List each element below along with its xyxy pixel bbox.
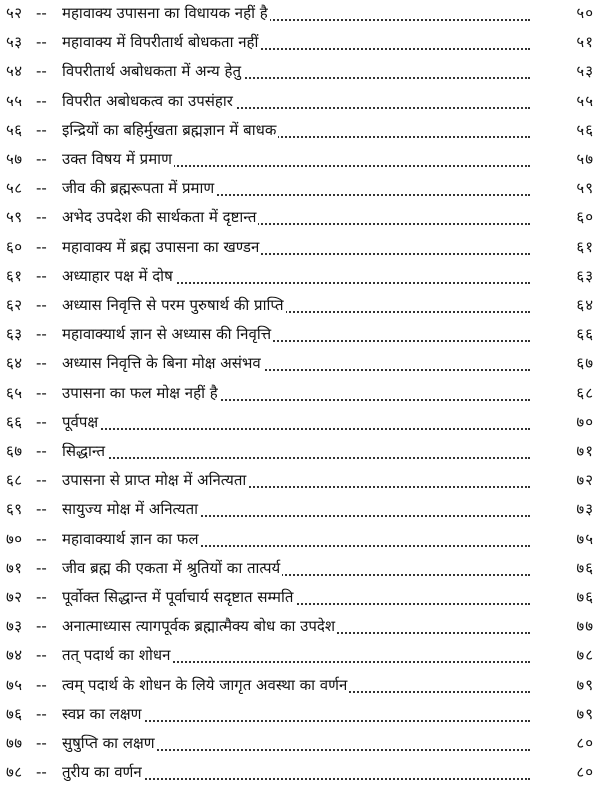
- toc-entry-title: महावाक्य में ब्रह्म उपासना का खण्डन: [62, 234, 261, 261]
- toc-entry-separator: --: [36, 646, 47, 665]
- toc-entry-page-number: ७९: [576, 704, 594, 723]
- toc-entry-number: ५२: [6, 4, 23, 22]
- toc-entry-title: जीव ब्रह्म की एकता में श्रुतियों का तात्पर्य: [62, 555, 282, 582]
- toc-entry-separator: --: [36, 442, 47, 460]
- dot-leader: [62, 428, 530, 430]
- toc-entry-page-number: ७६: [576, 588, 594, 606]
- toc-row: [0, 730, 600, 757]
- toc-entry-separator: --: [36, 354, 47, 373]
- toc-entry-number: ६३: [6, 325, 23, 344]
- toc-row: [0, 58, 600, 85]
- toc-row: [0, 146, 600, 173]
- toc-row: [0, 496, 600, 523]
- toc-entry-page-number: ७३: [576, 500, 594, 519]
- toc-entry-separator: --: [36, 588, 47, 606]
- toc-entry-separator: --: [36, 208, 47, 227]
- toc-entry-title: इन्द्रियों का बहिर्मुखता ब्रह्मज्ञान में बाधक: [62, 117, 278, 144]
- toc-entry-page-number: ७८: [576, 646, 594, 665]
- toc-row: [0, 526, 600, 553]
- toc-row: [0, 0, 600, 27]
- toc-row: [0, 204, 600, 231]
- toc-row: [0, 234, 600, 261]
- toc-entry-page-number: ५५: [576, 91, 594, 110]
- toc-entry-number: ७८: [6, 763, 23, 782]
- dot-leader: [62, 457, 530, 459]
- toc-entry-page-number: ५०: [576, 4, 594, 22]
- toc-entry-title: स्वप्न का लक्षण: [62, 701, 143, 728]
- toc-entry-page-number: ८०: [576, 734, 594, 752]
- toc-entry-number: ७४: [6, 646, 23, 665]
- toc-entry-number: ६६: [6, 412, 23, 431]
- toc-entry-title: उक्त विषय में प्रमाण: [62, 146, 174, 173]
- toc-entry-title: तुरीय का वर्णन: [62, 759, 144, 786]
- toc-entry-separator: --: [36, 33, 47, 52]
- toc-entry-number: ५५: [6, 91, 23, 110]
- toc-entry-number: ७६: [6, 704, 23, 723]
- toc-entry-page-number: ६०: [576, 208, 594, 227]
- toc-entry-page-number: ७१: [576, 442, 594, 460]
- toc-row: [0, 642, 600, 669]
- toc-entry-number: ५४: [6, 62, 23, 81]
- toc-row: [0, 555, 600, 582]
- toc-entry-page-number: ६३: [576, 266, 594, 285]
- toc-entry-page-number: ७६: [576, 558, 594, 577]
- toc-row: [0, 175, 600, 202]
- toc-entry-separator: --: [36, 617, 47, 636]
- toc-entry-number: ७१: [6, 558, 23, 577]
- toc-entry-title: विपरीत अबोधकत्व का उपसंहार: [62, 88, 235, 115]
- toc-entry-title: सायुज्य मोक्ष में अनित्यता: [62, 496, 200, 523]
- toc-entry-title: सिद्धान्त: [62, 438, 107, 465]
- toc-row: [0, 584, 600, 611]
- toc-entry-separator: --: [36, 62, 47, 81]
- toc-entry-title: महावाक्य उपासना का विधायक नहीं है: [62, 0, 270, 27]
- toc-entry-page-number: ६६: [576, 325, 594, 344]
- toc-entry-page-number: ७५: [576, 529, 594, 548]
- toc-entry-title: उपासना का फल मोक्ष नहीं है: [62, 380, 220, 407]
- toc-entry-separator: --: [36, 237, 47, 256]
- toc-entry-number: ७५: [6, 675, 23, 694]
- toc-entry-title: सुषुप्ति का लक्षण: [62, 730, 157, 757]
- toc-entry-page-number: ६४: [576, 296, 594, 314]
- toc-entry-page-number: ५१: [576, 33, 594, 52]
- toc-row: [0, 467, 600, 494]
- toc-row: [0, 701, 600, 728]
- toc-row: [0, 409, 600, 436]
- toc-entry-title: अध्याहार पक्ष में दोष: [62, 263, 175, 290]
- toc-entry-title: पूर्वपक्ष: [62, 409, 100, 436]
- toc-entry-title: अध्यास निवृत्ति के बिना मोक्ष असंभव: [62, 350, 263, 377]
- toc-row: [0, 380, 600, 407]
- toc-entry-separator: --: [36, 91, 47, 110]
- toc-entry-number: ५३: [6, 33, 23, 52]
- toc-entry-number: ७३: [6, 617, 23, 636]
- toc-row: [0, 263, 600, 290]
- toc-entry-separator: --: [36, 266, 47, 285]
- toc-entry-separator: --: [36, 412, 47, 431]
- toc-entry-separator: --: [36, 763, 47, 782]
- toc-entry-number: ६८: [6, 471, 23, 490]
- toc-entry-number: ६९: [6, 500, 23, 519]
- toc-entry-number: ५७: [6, 150, 23, 168]
- toc-row: [0, 117, 600, 144]
- toc-entry-number: ५८: [6, 179, 23, 198]
- toc-entry-page-number: ५६: [576, 120, 594, 139]
- toc-entry-number: ६५: [6, 383, 23, 402]
- toc-entry-page-number: ५९: [576, 179, 594, 198]
- toc-row: [0, 292, 600, 319]
- toc-entry-separator: --: [36, 150, 47, 168]
- toc-entry-separator: --: [36, 325, 47, 344]
- toc-entry-number: ७२: [6, 588, 23, 606]
- toc-entry-page-number: ७९: [576, 675, 594, 694]
- toc-entry-separator: --: [36, 4, 47, 22]
- toc-entry-page-number: ७२: [576, 471, 594, 490]
- toc-entry-separator: --: [36, 383, 47, 402]
- toc-entry-separator: --: [36, 179, 47, 198]
- toc-entry-page-number: ७७: [576, 617, 594, 636]
- toc-entry-number: ६२: [6, 296, 23, 314]
- toc-row: [0, 29, 600, 56]
- toc-entry-page-number: ८०: [576, 763, 594, 782]
- toc-entry-page-number: ६७: [576, 354, 594, 373]
- toc-entry-title: अध्यास निवृत्ति से परम पुरुषार्थ की प्राप्ति: [62, 292, 286, 319]
- toc-entry-title: जीव की ब्रह्मरूपता में प्रमाण: [62, 175, 216, 202]
- toc-row: [0, 350, 600, 377]
- toc-entry-number: ६१: [6, 266, 23, 285]
- toc-entry-title: पूर्वोक्त सिद्धान्त में पूर्वाचार्य सदृष्टात सम्मति: [62, 584, 295, 611]
- toc-entry-separator: --: [36, 529, 47, 548]
- toc-entry-separator: --: [36, 500, 47, 519]
- toc-entry-page-number: ७०: [576, 412, 594, 431]
- toc-entry-title: महावाक्यार्थ ज्ञान से अध्यास की निवृत्ति: [62, 321, 273, 348]
- toc-entry-number: ६४: [6, 354, 23, 373]
- toc-entry-title: महावाक्यार्थ ज्ञान का फल: [62, 526, 201, 553]
- toc-entry-title: विपरीतार्थ अबोधकता में अन्य हेतु: [62, 58, 243, 85]
- toc-entry-separator: --: [36, 471, 47, 490]
- toc-entry-separator: --: [36, 558, 47, 577]
- toc-row: [0, 321, 600, 348]
- toc-entry-number: ६०: [6, 237, 23, 256]
- toc-entry-title: उपासना से प्राप्त मोक्ष में अनित्यता: [62, 467, 248, 494]
- toc-row: [0, 88, 600, 115]
- toc-entry-separator: --: [36, 734, 47, 752]
- toc-entry-title: अनात्माध्यास त्यागपूर्वक ब्रह्मात्मैक्य बोध का उपदेश: [62, 613, 337, 640]
- toc-entry-number: ५९: [6, 208, 23, 227]
- toc-entry-title: त्वम् पदार्थ के शोधन के लिये जागृत अवस्था का वर्णन: [62, 672, 349, 699]
- toc-entry-page-number: ५७: [576, 150, 594, 168]
- toc-row: [0, 613, 600, 640]
- toc-row: [0, 438, 600, 465]
- toc-entry-page-number: ६८: [576, 383, 594, 402]
- toc-entry-number: ६७: [6, 442, 23, 460]
- toc-entry-number: ७७: [6, 734, 23, 752]
- toc-entry-number: ५६: [6, 120, 23, 139]
- toc-entry-page-number: ६१: [576, 237, 594, 256]
- toc-entry-title: महावाक्य में विपरीतार्थ बोधकता नहीं: [62, 29, 260, 56]
- toc-row: [0, 759, 600, 786]
- toc-entry-title: अभेद उपदेश की सार्थकता में दृष्टान्त: [62, 204, 258, 231]
- toc-entry-title: तत् पदार्थ का शोधन: [62, 642, 172, 669]
- toc-entry-number: ७०: [6, 529, 23, 548]
- toc-entry-separator: --: [36, 296, 47, 314]
- toc-row: [0, 672, 600, 699]
- toc-entry-separator: --: [36, 704, 47, 723]
- toc-entry-separator: --: [36, 675, 47, 694]
- toc-entry-separator: --: [36, 120, 47, 139]
- toc-entry-page-number: ५३: [576, 62, 594, 81]
